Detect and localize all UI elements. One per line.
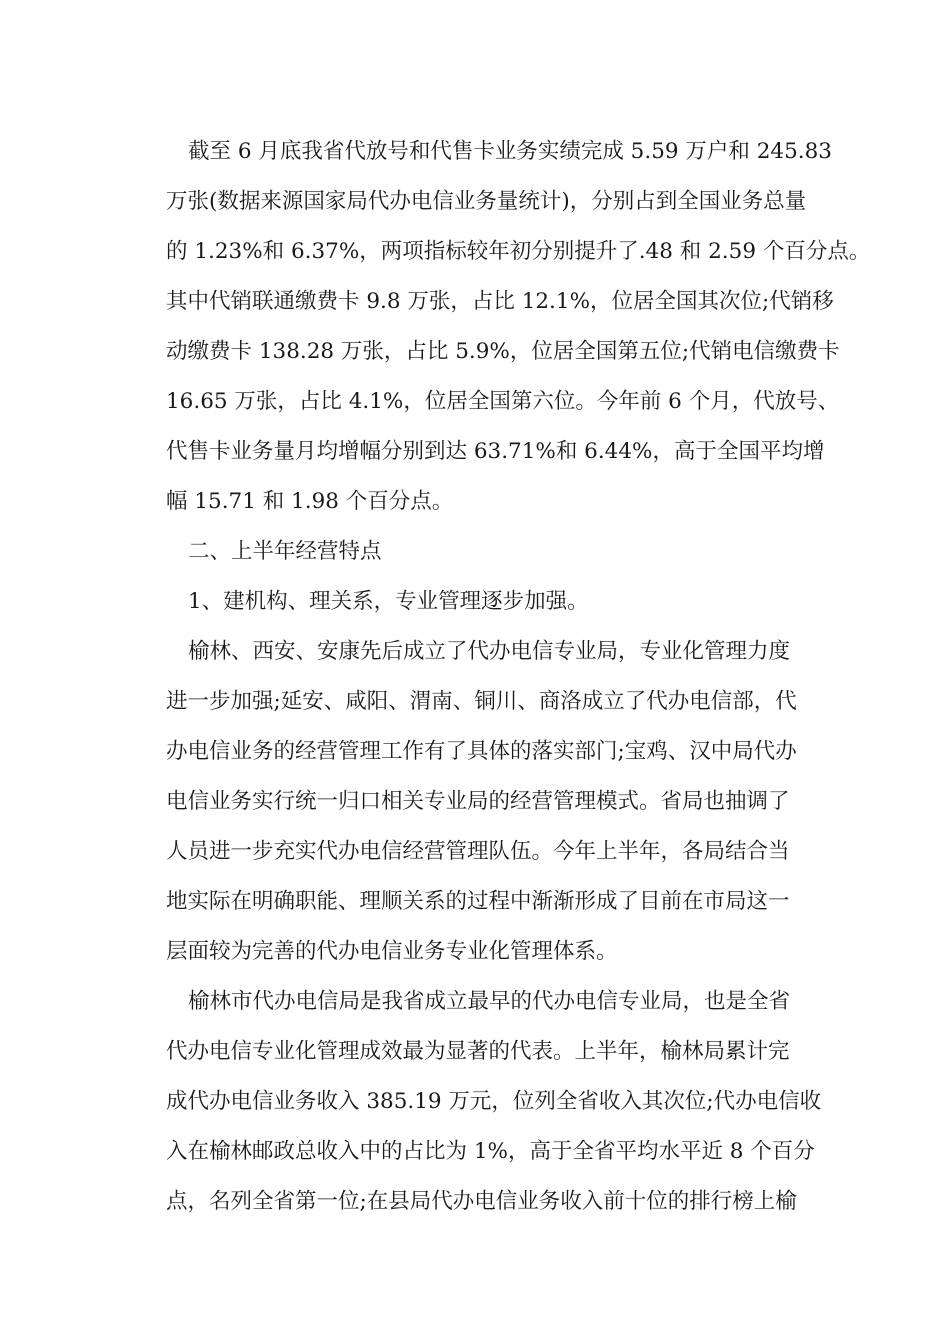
text-line: 成代办电信业务收入 385.19 万元，位列全省收入其次位;代办电信收 [166, 1089, 822, 1114]
text-line: 代售卡业务量月均增幅分别到达 63.71%和 6.44%，高于全国平均增 [166, 439, 825, 464]
text-line: 动缴费卡 138.28 万张，占比 5.9%，位居全国第五位;代销电信缴费卡 [166, 339, 840, 364]
paragraph-organization [144, 627, 814, 977]
text-line: 榆林、西安、安康先后成立了代办电信专业局，专业化管理力度 [188, 639, 791, 664]
text-line: 点，名列全省第一位;在县局代办电信业务收入前十位的排行榜上榆 [166, 1189, 797, 1214]
text-line: 截至 6 月底我省代放号和代售卡业务实绩完成 5.59 万户和 245.83 [188, 139, 832, 164]
text-line: 其中代销联通缴费卡 9.8 万张，占比 12.1%，位居全国其次位;代销移 [166, 289, 834, 314]
heading-line: 二、上半年经营特点 [188, 539, 382, 564]
text-line: 幅 15.71 和 1.98 个百分点。 [166, 489, 454, 514]
text-line: 万张(数据来源国家局代办电信业务量统计)，分别占到全国业务总量 [166, 189, 807, 214]
text-line: 办电信业务的经营管理工作有了具体的落实部门;宝鸡、汉中局代办 [166, 739, 797, 764]
text-line: 层面较为完善的代办电信业务专业化管理体系。 [166, 939, 618, 964]
heading-line: 1、建机构、理关系，专业管理逐步加强。 [188, 589, 589, 614]
text-line: 入在榆林邮政总收入中的占比为 1%，高于全省平均水平近 8 个百分 [166, 1139, 815, 1164]
document-body [144, 127, 871, 1227]
text-line: 的 1.23%和 6.37%，两项指标较年初分别提升了.48 和 2.59 个百分点。 [166, 239, 871, 264]
text-line: 人员进一步充实代办电信经营管理队伍。今年上半年，各局结合当 [166, 839, 790, 864]
text-line: 进一步加强;延安、咸阳、渭南、铜川、商洛成立了代办电信部，代 [166, 689, 797, 714]
text-line: 代办电信专业化管理成效最为显著的代表。上半年，榆林局累计完 [166, 1039, 790, 1064]
paragraph-yulin [144, 977, 822, 1227]
text-line: 16.65 万张，占比 4.1%，位居全国第六位。今年前 6 个月，代放号、 [166, 389, 840, 414]
subsection-heading [144, 577, 814, 627]
section-heading [144, 527, 814, 577]
text-line: 电信业务实行统一归口相关专业局的经营管理模式。省局也抽调了 [166, 789, 790, 814]
paragraph-business-results [144, 127, 871, 527]
text-line: 地实际在明确职能、理顺关系的过程中渐渐形成了目前在市局这一 [166, 889, 790, 914]
text-line: 榆林市代办电信局是我省成立最早的代办电信专业局，也是全省 [188, 989, 791, 1014]
